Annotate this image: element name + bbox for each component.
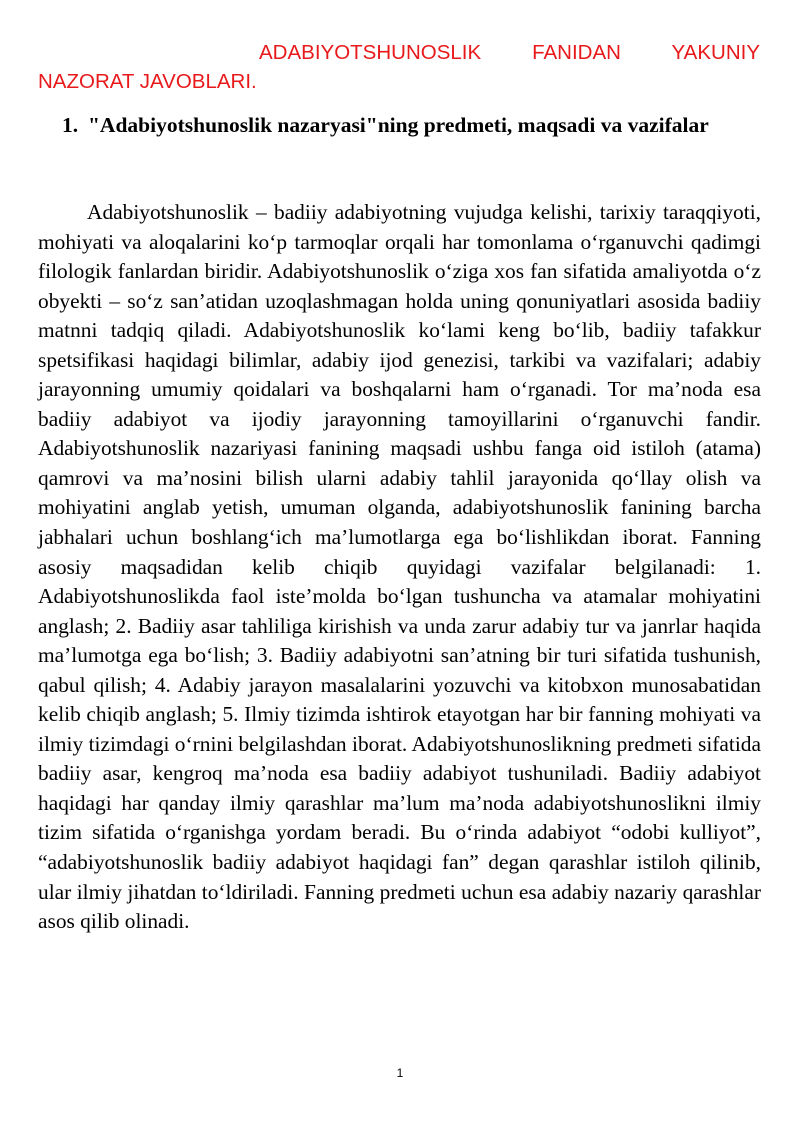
- section-heading-text: "Adabiyotshunoslik nazaryasi"ning predmeti, maqsadi va vazifalar: [88, 113, 709, 137]
- document-title: [38, 38, 760, 96]
- document-title-text: ADABIYOTSHUNOSLIK FANIDAN YAKUNIY NAZORAT JAVOBLARI.: [38, 41, 760, 93]
- section-heading: [62, 110, 760, 140]
- section-number: 1.: [62, 113, 79, 137]
- section-paragraph: Adabiyotshunoslik – badiiy adabiyotning vujudga kelishi, tarixiy taraqqiyoti, mohiyati va aloqalarini ko‘p tarmoqlar orqali har tomonlama o‘rganuvchi qadimgi filologik fanlardan biridir. Adabiyotshunoslik o‘ziga xos fan sifatida amaliyotda o‘z obyekti – so‘z san’atidan uzoqlashmagan holda uning qonuniyatlari asosida badiiy matnni tadqiq qiladi. Adabiyotshunoslik ko‘lami keng bo‘lib, badiiy tafakkur spetsifikasi haqidagi bilimlar, adabiy ijod genezisi, tarkibi va vazifalari; adabiy jarayonning umumiy qoidalari va boshqalarni ham o‘rganadi. Tor ma’noda esa badiiy adabiyot va ijodiy jarayonning tamoyillarini o‘rganuvchi fandir. Adabiyotshunoslik nazariyasi fanining maqsadi ushbu fanga oid istiloh (atama) qamrovi va ma’nosini bilish ularni adabiy tahlil jarayonida qo‘llay olish va mohiyatini anglab yetish, umuman olganda, adabiyotshunoslik fanining barcha jabhalari uchun boshlang‘ich ma’lumotlarga ega bo‘lishlikdan iborat. Fanning asosiy maqsadidan kelib chiqib quyidagi vazifalar belgilanadi: 1. Adabiyotshunoslikda faol iste’molda bo‘lgan tushuncha va atamalar mohiyatini anglash; 2. Badiiy asar tahliliga kirishish va unda zarur adabiy tur va janrlar haqida ma’lumotga ega bo‘lish; 3. Badiiy adabiyotni san’atning bir turi sifatida tushunish, qabul qilish; 4. Adabiy jarayon masalalarini yozuvchi va kitobxon munosabatidan kelib chiqib anglash; 5. Ilmiy tizimda ishtirok etayotgan har bir fanning mohiyati va ilmiy tizimdagi o‘rnini belgilashdan iborat. Adabiyotshunoslikning predmeti sifatida badiiy asar, kengroq ma’noda esa badiiy adabiyot tushuniladi. Badiiy adabiyot haqidagi har qanday ilmiy qarashlar ma’lum ma’noda adabiyotshunoslikni ilmiy tizim sifatida o‘rganishga yordam beradi. Bu o‘rinda adabiyot “odobi kulliyot”, “adabiyotshunoslik badiiy adabiyot haqidagi fan” degan qarashlar istiloh qilinib, ular ilmiy jihatdan to‘ldiriladi. Fanning predmeti uchun esa adabiy nazariy qarashlar asos qilib olinadi.: [38, 200, 761, 934]
- page-number: 1: [396, 1066, 404, 1080]
